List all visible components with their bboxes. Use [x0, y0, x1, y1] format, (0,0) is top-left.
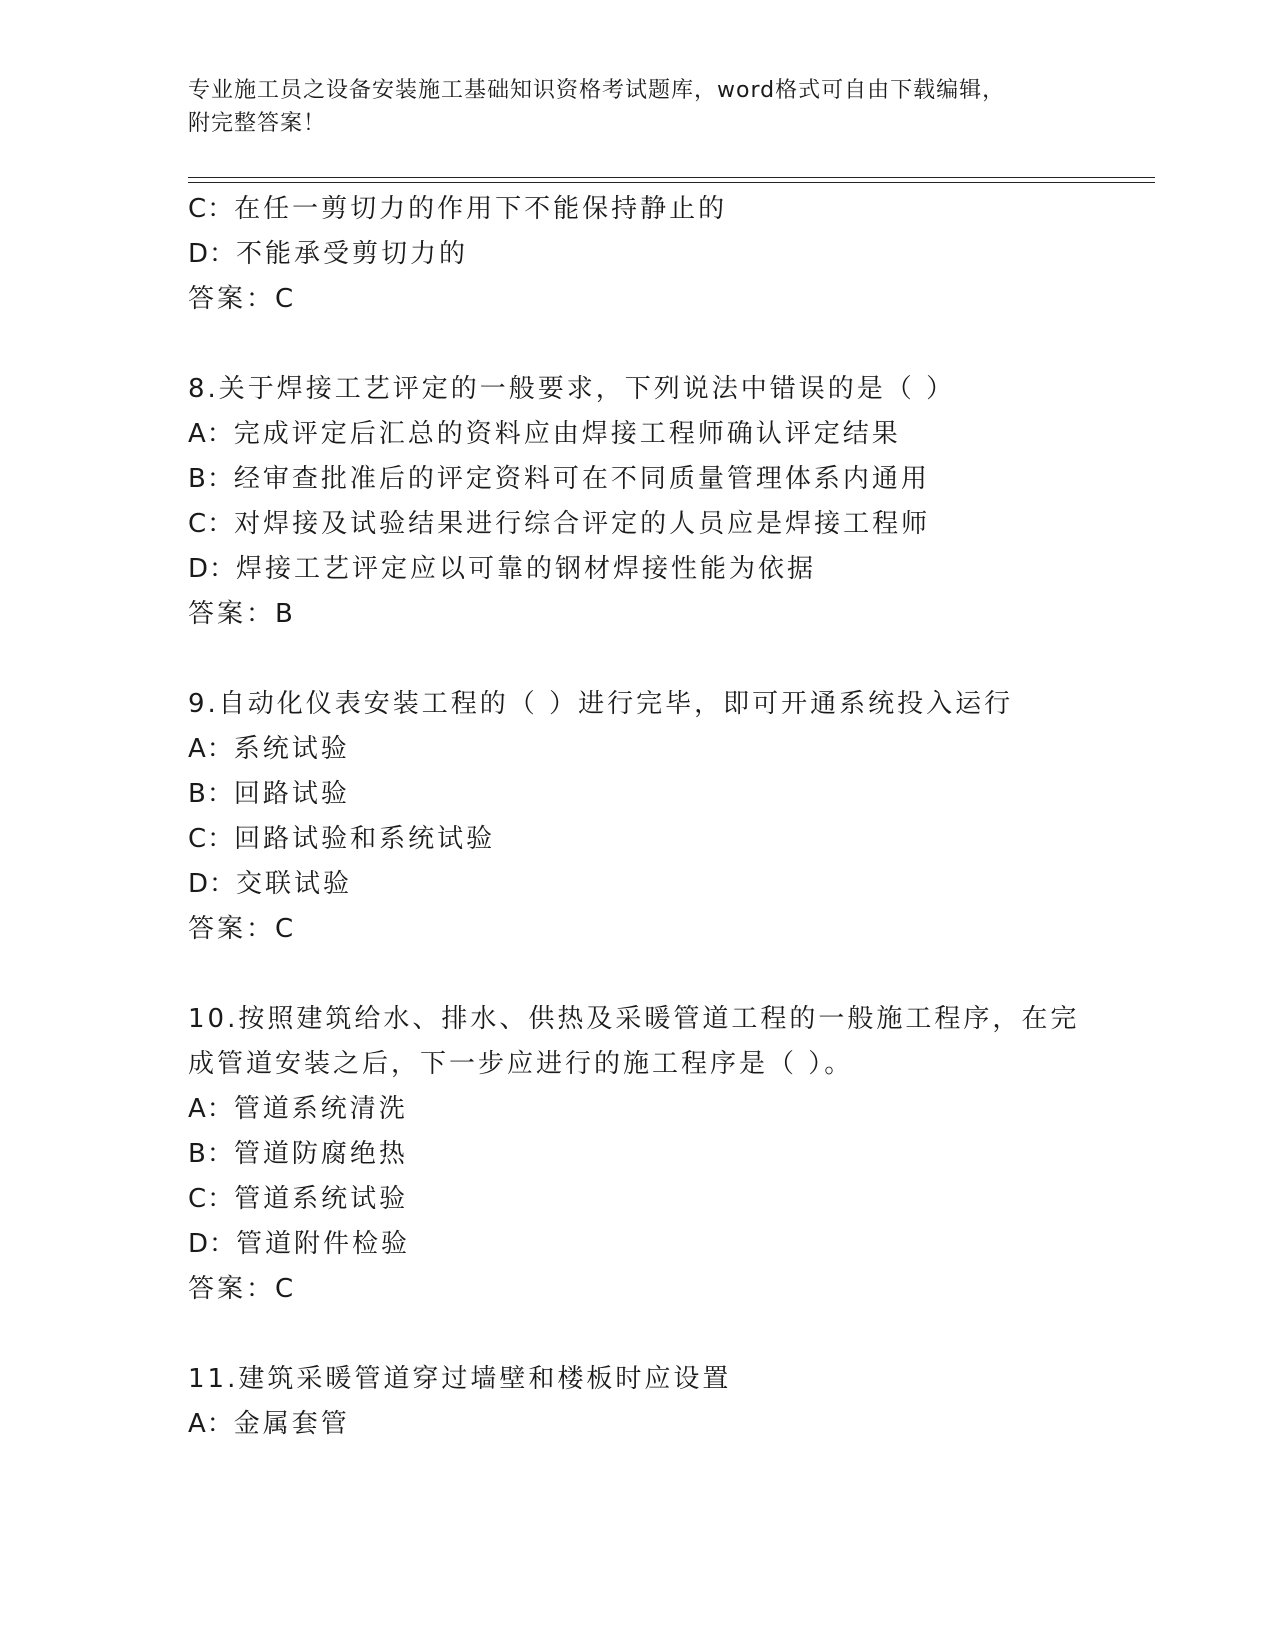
line-text: 答案：B — [188, 599, 296, 629]
q7-option-c — [188, 192, 727, 226]
line-text: 在任一剪切力的作用下不能保持静止的 — [234, 194, 728, 224]
q10-stem-line2 — [188, 1047, 853, 1081]
q7-answer — [188, 282, 296, 316]
q7-option-d — [188, 237, 468, 271]
line-text: 管道附件检验 — [236, 1229, 411, 1259]
q11-stem — [188, 1362, 731, 1396]
q10-option-b — [188, 1137, 408, 1171]
option-letter: C： — [188, 194, 235, 224]
q10-option-d — [188, 1227, 410, 1261]
option-letter: C： — [188, 1184, 235, 1214]
q10-option-c — [188, 1182, 408, 1216]
line-text: 管道防腐绝热 — [233, 1139, 408, 1169]
q8-option-c — [188, 507, 930, 541]
line-text: 答案：C — [188, 284, 297, 314]
line-text: 金属套管 — [233, 1409, 350, 1439]
line-text: 管道系统清洗 — [233, 1094, 408, 1124]
q8-answer — [188, 597, 296, 631]
q9-answer — [188, 912, 296, 946]
q9-option-d — [188, 867, 352, 901]
option-letter: D： — [188, 554, 237, 584]
line-text: 焊接工艺评定应以可靠的钢材焊接性能为依据 — [236, 554, 817, 584]
option-letter: B： — [188, 464, 234, 494]
q10-stem-line1 — [188, 1002, 1079, 1036]
option-letter: C： — [188, 509, 235, 539]
line-text: 经审查批准后的评定资料可在不同质量管理体系内通用 — [233, 464, 930, 494]
q9-stem — [188, 687, 1013, 721]
line-text: 系统试验 — [233, 734, 350, 764]
q8-stem — [188, 372, 955, 406]
line-text: 交联试验 — [236, 869, 353, 899]
line-text: 10.按照建筑给水、排水、供热及采暖管道工程的一般施工程序，在完 — [188, 1004, 1080, 1034]
q8-option-d — [188, 552, 816, 586]
line-text: 成管道安装之后，下一步应进行的施工程序是（ ）。 — [188, 1049, 854, 1079]
line-text: 回路试验 — [233, 779, 350, 809]
option-letter: A： — [188, 1094, 234, 1124]
option-letter: A： — [188, 1409, 234, 1439]
line-text: 管道系统试验 — [234, 1184, 409, 1214]
q10-option-a — [188, 1092, 408, 1126]
header-line-1: 专业施工员之设备安装施工基础知识资格考试题库，word格式可自由下载编辑， — [188, 78, 1006, 103]
q9-option-b — [188, 777, 350, 811]
line-text: 答案：C — [188, 914, 297, 944]
q9-option-a — [188, 732, 350, 766]
q8-option-a — [188, 417, 901, 451]
header-line-2: 附完整答案！ — [188, 111, 327, 136]
header-divider-bottom — [188, 182, 1155, 183]
q8-option-b — [188, 462, 930, 496]
line-text: 答案：C — [188, 1274, 297, 1304]
line-text: 对焊接及试验结果进行综合评定的人员应是焊接工程师 — [234, 509, 931, 539]
option-letter: C： — [188, 824, 235, 854]
line-text: 完成评定后汇总的资料应由焊接工程师确认评定结果 — [233, 419, 901, 449]
q11-option-a — [188, 1407, 350, 1441]
option-letter: B： — [188, 779, 234, 809]
option-letter: D： — [188, 869, 237, 899]
option-letter: D： — [188, 1229, 237, 1259]
line-text: 8.关于焊接工艺评定的一般要求，下列说法中错误的是（ ） — [188, 374, 956, 404]
q9-option-c — [188, 822, 495, 856]
option-letter: A： — [188, 734, 234, 764]
line-text: 不能承受剪切力的 — [236, 239, 469, 269]
option-letter: A： — [188, 419, 234, 449]
line-text: 11.建筑采暖管道穿过墙壁和楼板时应设置 — [188, 1364, 732, 1394]
line-text: 回路试验和系统试验 — [234, 824, 496, 854]
document-header — [188, 74, 1088, 140]
option-letter: D： — [188, 239, 237, 269]
q10-answer — [188, 1272, 296, 1306]
option-letter: B： — [188, 1139, 234, 1169]
line-text: 9.自动化仪表安装工程的（ ）进行完毕，即可开通系统投入运行 — [188, 689, 1014, 719]
header-divider-top — [188, 177, 1155, 178]
